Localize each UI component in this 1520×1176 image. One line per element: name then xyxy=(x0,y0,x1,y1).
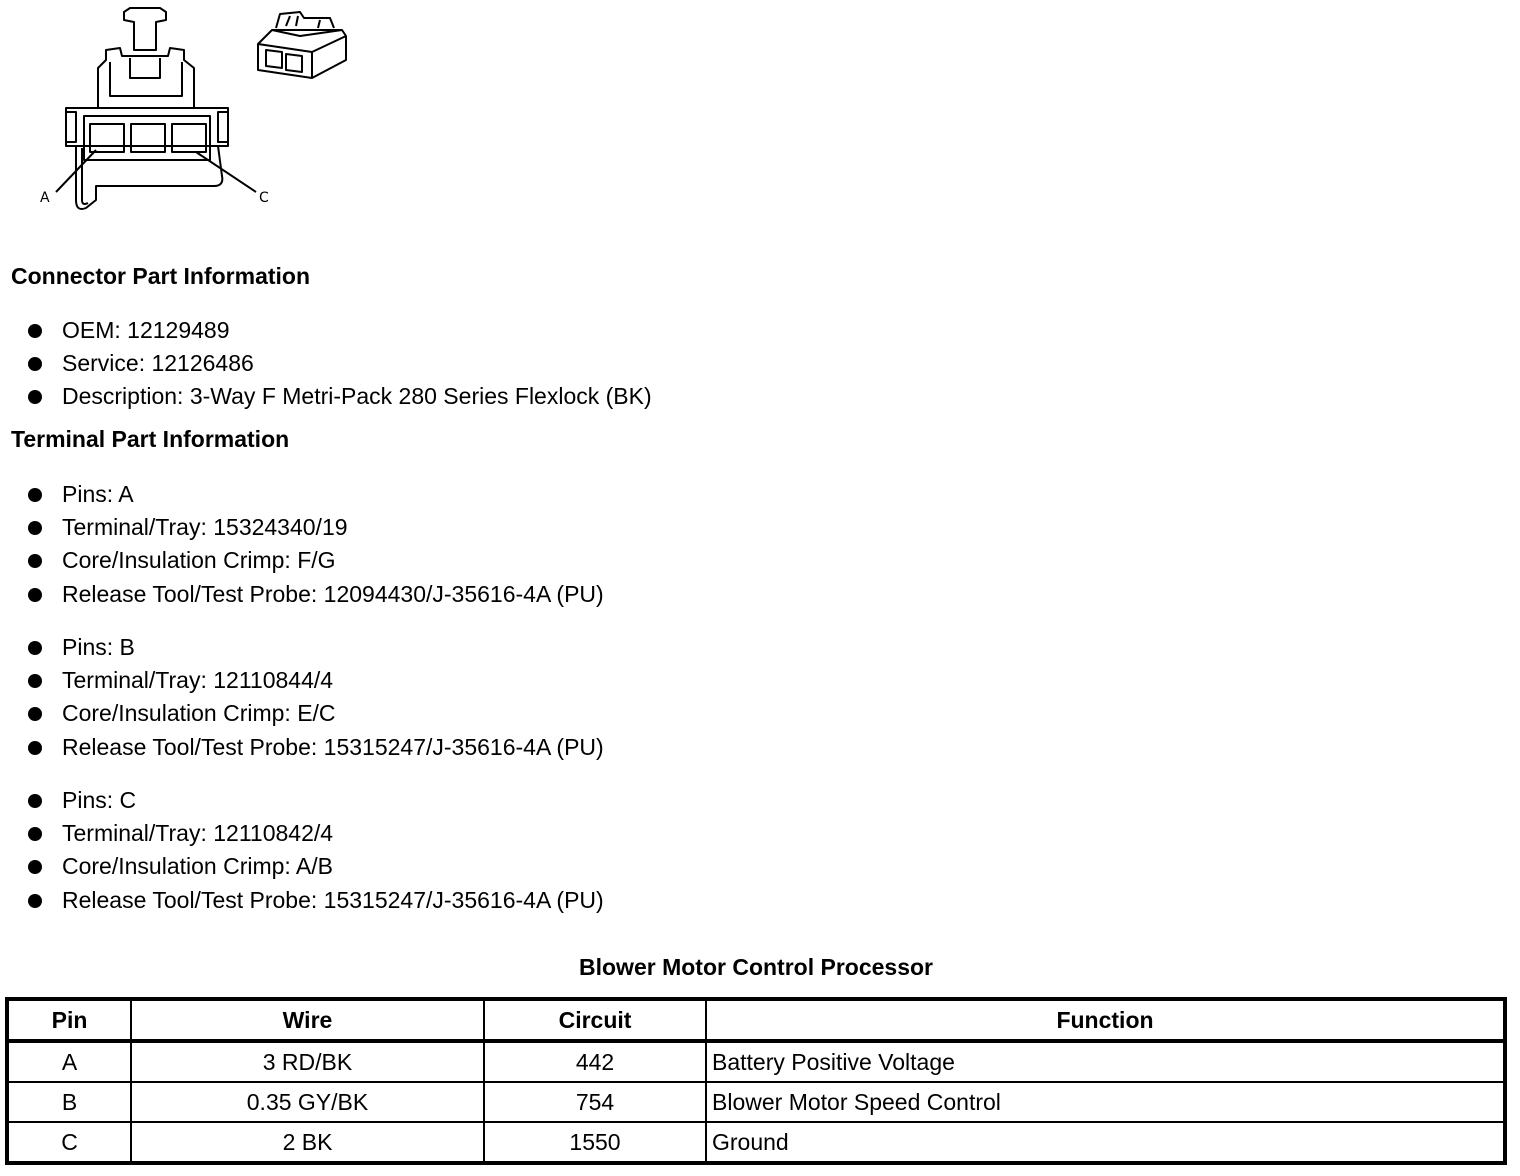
cell-pin: B xyxy=(7,1082,131,1122)
list-item-text: Core/Insulation Crimp: A/B xyxy=(62,853,334,880)
list-item xyxy=(28,544,604,577)
bullet-icon xyxy=(28,641,42,655)
list-item xyxy=(28,731,604,764)
list-item xyxy=(28,578,604,611)
list-item-text: Release Tool/Test Probe: 12094430/J-35616-4A (PU) xyxy=(62,580,604,607)
table-header-row xyxy=(7,999,1505,1041)
terminal-group-a xyxy=(28,478,604,611)
terminal-group-b xyxy=(28,631,604,764)
connector-diagram xyxy=(0,0,360,220)
list-item-text: Pins: C xyxy=(62,787,137,813)
table-row xyxy=(7,1041,1505,1082)
cell-function: Ground xyxy=(706,1122,1505,1163)
cavity-c xyxy=(172,124,206,152)
bullet-icon xyxy=(28,488,42,502)
cell-pin: A xyxy=(7,1041,131,1082)
cell-wire: 0.35 GY/BK xyxy=(131,1082,484,1122)
bullet-icon xyxy=(28,707,42,721)
list-item-text: Description: 3-Way F Metri-Pack 280 Series Flexlock (BK) xyxy=(62,383,652,410)
bullet-icon xyxy=(28,894,42,908)
list-item xyxy=(28,511,604,544)
cell-circuit: 754 xyxy=(484,1082,706,1122)
list-item-text: Core/Insulation Crimp: E/C xyxy=(62,700,336,727)
column-header-function: Function xyxy=(706,999,1505,1041)
cell-circuit: 1550 xyxy=(484,1122,706,1163)
cell-wire: 2 BK xyxy=(131,1122,484,1163)
bullet-icon xyxy=(28,357,42,371)
bullet-icon xyxy=(28,521,42,535)
list-item-text: Pins: A xyxy=(62,481,134,507)
bullet-icon xyxy=(28,324,42,338)
list-item-text: Terminal/Tray: 12110842/4 xyxy=(62,820,334,847)
bullet-icon xyxy=(28,674,42,688)
pinout-table-title: Blower Motor Control Processor xyxy=(579,954,933,980)
bullet-icon xyxy=(28,794,42,808)
bullet-icon xyxy=(28,827,42,841)
terminal-group-c xyxy=(28,784,604,917)
cell-wire: 3 RD/BK xyxy=(131,1041,484,1082)
cavity-b xyxy=(131,124,165,152)
connector-latch xyxy=(124,8,166,50)
list-item-text: Release Tool/Test Probe: 15315247/J-35616-4A (PU) xyxy=(62,886,604,913)
list-item xyxy=(28,850,604,883)
column-header-circuit: Circuit xyxy=(484,999,706,1041)
list-item-text: Terminal/Tray: 12110844/4 xyxy=(62,667,334,694)
bullet-icon xyxy=(28,860,42,874)
pin-label-c: C xyxy=(259,190,269,206)
list-item-text: Core/Insulation Crimp: F/G xyxy=(62,547,336,574)
list-item-text: OEM: 12129489 xyxy=(62,317,230,343)
cell-function: Blower Motor Speed Control xyxy=(706,1082,1505,1122)
list-item xyxy=(28,664,604,697)
bullet-icon xyxy=(28,741,42,755)
pinout-table xyxy=(5,997,1507,1165)
bullet-icon xyxy=(28,554,42,568)
list-item-text: Pins: B xyxy=(62,634,135,660)
connector-iso-view xyxy=(258,12,346,78)
cell-function: Battery Positive Voltage xyxy=(706,1041,1505,1082)
table-row xyxy=(7,1122,1505,1163)
bullet-icon xyxy=(28,588,42,602)
list-item-text: Terminal/Tray: 15324340/19 xyxy=(62,514,348,541)
list-item xyxy=(28,784,604,817)
bullet-icon xyxy=(28,390,42,404)
table-row xyxy=(7,1082,1505,1122)
cell-circuit: 442 xyxy=(484,1041,706,1082)
list-item xyxy=(28,314,652,347)
list-item xyxy=(28,347,652,380)
column-header-pin: Pin xyxy=(7,999,131,1041)
pin-label-a: A xyxy=(40,190,50,206)
list-item xyxy=(28,884,604,917)
list-item xyxy=(28,478,604,511)
list-item xyxy=(28,380,652,413)
cell-pin: C xyxy=(7,1122,131,1163)
cavity-a xyxy=(90,124,124,152)
list-item xyxy=(28,817,604,850)
connector-part-list xyxy=(28,314,652,414)
column-header-wire: Wire xyxy=(131,999,484,1041)
list-item xyxy=(28,631,604,664)
list-item-text: Service: 12126486 xyxy=(62,350,254,377)
list-item-text: Release Tool/Test Probe: 15315247/J-35616-4A (PU) xyxy=(62,733,604,760)
list-item xyxy=(28,697,604,730)
terminal-part-heading: Terminal Part Information xyxy=(11,426,290,452)
connector-part-heading: Connector Part Information xyxy=(11,263,311,289)
